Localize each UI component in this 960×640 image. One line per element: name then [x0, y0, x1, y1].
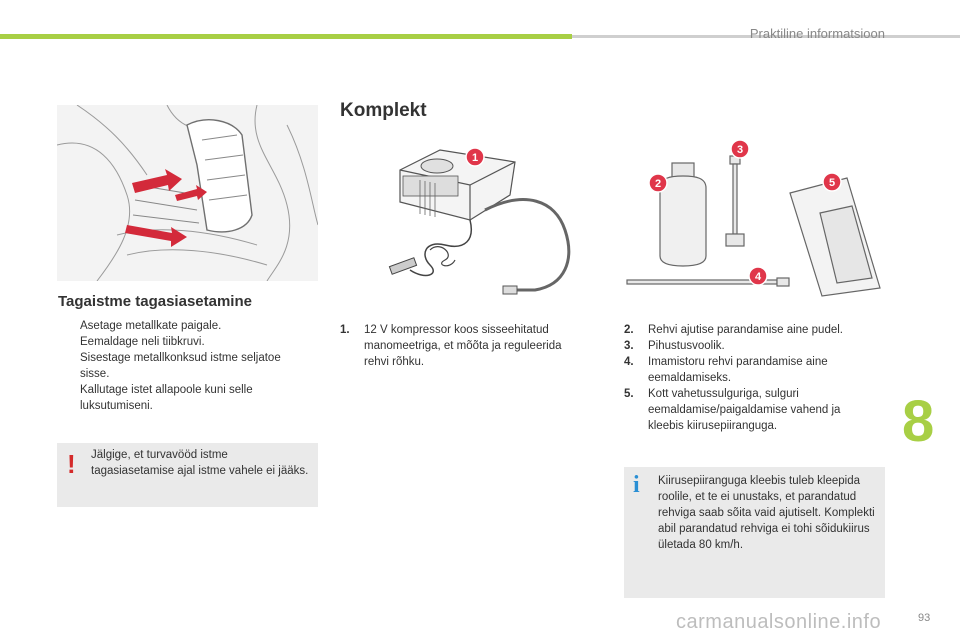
list-item-text: Asetage metallkate paigale. [80, 320, 222, 332]
repair-kit-illustration [622, 138, 884, 300]
item-text: Kott vahetussulguriga, sulguri eemaldamise/paigaldamise vahend ja kleebis kiirusepiiranguga. [648, 388, 841, 432]
item-text: 12 V kompressor koos sisseehitatud manomeetriga, et mõõta ja reguleerida rehvi rõhku. [364, 324, 562, 368]
list-item-text: Eemaldage neli tiibkruvi. [80, 336, 205, 348]
item-text: Imamistoru rehvi parandamise aine eemaldamiseks. [648, 356, 828, 384]
info-note [624, 467, 885, 598]
warning-icon: ! [67, 449, 76, 479]
page-section-title: Praktiline informatsioon [749, 26, 885, 41]
item-text: Pihustusvoolik. [648, 340, 725, 352]
callout-4-badge [749, 267, 767, 285]
section-heading-kit: Komplekt [340, 100, 427, 121]
item-number: 2. [624, 324, 634, 336]
section-heading-seat: Tagaistme tagasiasetamine [58, 293, 252, 310]
header-accent-bar [0, 34, 572, 39]
warning-text: Jälgige, et turvavööd istme tagasiasetamise ajal istme vahele ei jääks. [91, 449, 309, 477]
info-icon: i [633, 472, 640, 498]
list-item [58, 318, 308, 334]
compressor-illustration [385, 140, 585, 300]
rear-seat-photo [57, 105, 318, 281]
callout-5-badge [823, 173, 841, 191]
list-item [624, 354, 869, 386]
kit-list-left [340, 322, 585, 370]
chapter-number: 8 [902, 389, 935, 454]
callout-5: 5 [828, 177, 836, 189]
list-item [624, 386, 869, 434]
list-item [624, 338, 869, 354]
seat-steps-list [58, 318, 308, 414]
list-item-text: Sisestage metallkonksud istme seljatoe sisse. [80, 352, 281, 380]
kit-list-right [624, 322, 869, 434]
callout-1-badge [466, 148, 484, 166]
info-text: Kiirusepiiranguga kleebis tuleb kleepida roolile, et te ei unustaks, et parandatud rehviga saab sõita vaid ajutiselt. Komplekti abil parandatud rehviga ei tohi sõidukiirus ületada 80 km/h. [658, 475, 875, 551]
list-item [58, 334, 308, 350]
list-item-text: Kallutage istet allapoole kuni selle luksutumiseni. [80, 384, 253, 412]
list-item [58, 382, 308, 414]
item-number: 5. [624, 388, 634, 400]
page-number: 93 [918, 612, 931, 624]
callout-3: 3 [736, 144, 744, 156]
item-number: 1. [340, 324, 350, 336]
callout-4: 4 [754, 271, 762, 283]
callout-2-badge [649, 174, 667, 192]
item-number: 4. [624, 356, 634, 368]
item-text: Rehvi ajutise parandamise aine pudel. [648, 324, 843, 336]
callout-3-badge [731, 140, 749, 158]
item-number: 3. [624, 340, 634, 352]
list-item [340, 322, 585, 370]
callout-2: 2 [654, 178, 662, 190]
callout-1: 1 [471, 152, 479, 164]
watermark: carmanualsonline.info [676, 611, 882, 633]
list-item [624, 322, 869, 338]
list-item [58, 350, 308, 382]
warning-note [57, 443, 318, 507]
